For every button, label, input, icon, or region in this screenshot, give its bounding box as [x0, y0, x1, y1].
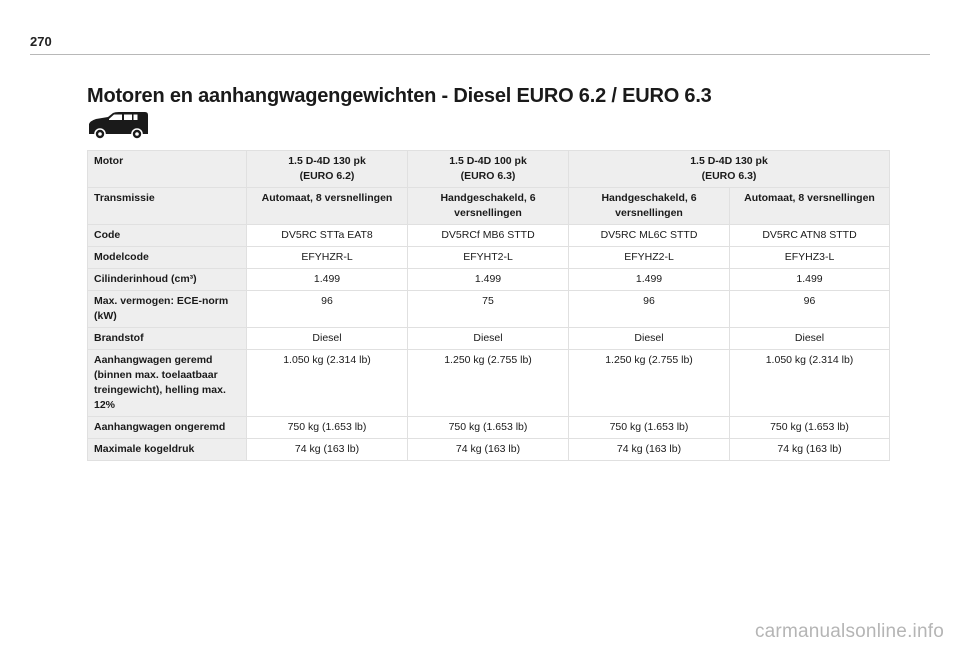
motor-label: Motor — [88, 151, 247, 188]
table-row — [88, 417, 890, 439]
table-cell: DV5RC ML6C STTD — [569, 225, 730, 247]
row-label: Brandstof — [88, 328, 247, 350]
table-cell: Automaat, 8 versnellingen — [730, 188, 890, 225]
motor-group-3-line1: 1.5 D-4D 130 pk — [690, 155, 768, 167]
engine-spec-table — [87, 150, 890, 461]
motor-group-3-line2: (EURO 6.3) — [701, 170, 757, 182]
table-cell: 1.250 kg (2.755 lb) — [408, 350, 569, 417]
page-title: Motoren en aanhangwagengewichten - Diesel EURO 6.2 / EURO 6.3 — [87, 85, 712, 107]
table-cell: 1.499 — [730, 269, 890, 291]
table-cell: Handgeschakeld, 6 versnellingen — [408, 188, 569, 225]
table-cell: 1.050 kg (2.314 lb) — [730, 350, 890, 417]
transmission-row — [88, 188, 890, 225]
row-label: Aanhangwagen ongeremd — [88, 417, 247, 439]
motor-group-1 — [247, 151, 408, 188]
page-number: 270 — [30, 34, 52, 49]
motor-group-2 — [408, 151, 569, 188]
row-label: Modelcode — [88, 247, 247, 269]
table-cell: 96 — [247, 291, 408, 328]
table-cell: 75 — [408, 291, 569, 328]
row-label: Maximale kogeldruk — [88, 439, 247, 461]
motor-group-3 — [569, 151, 890, 188]
table-cell: 96 — [569, 291, 730, 328]
table-cell: 1.050 kg (2.314 lb) — [247, 350, 408, 417]
table-row — [88, 269, 890, 291]
table-cell: 1.250 kg (2.755 lb) — [569, 350, 730, 417]
table-cell: DV5RC STTa EAT8 — [247, 225, 408, 247]
table-row — [88, 439, 890, 461]
table-cell: 750 kg (1.653 lb) — [730, 417, 890, 439]
table-cell: EFYHZR-L — [247, 247, 408, 269]
table-row — [88, 247, 890, 269]
table-cell: 74 kg (163 lb) — [408, 439, 569, 461]
table-cell: 74 kg (163 lb) — [247, 439, 408, 461]
motor-group-2-line1: 1.5 D-4D 100 pk — [449, 155, 527, 167]
table-cell: 74 kg (163 lb) — [569, 439, 730, 461]
row-label: Aanhangwagen geremd (binnen max. toelaatbaar treingewicht), helling max. 12% — [88, 350, 247, 417]
table-cell: EFYHT2-L — [408, 247, 569, 269]
table-row — [88, 225, 890, 247]
header-divider — [30, 54, 930, 55]
table-cell: Diesel — [569, 328, 730, 350]
table-row — [88, 328, 890, 350]
table-cell: Diesel — [247, 328, 408, 350]
table-cell: 750 kg (1.653 lb) — [569, 417, 730, 439]
table-header-row — [88, 151, 890, 188]
table-row — [88, 350, 890, 417]
table-row — [88, 291, 890, 328]
table-cell: 750 kg (1.653 lb) — [408, 417, 569, 439]
table-cell: 1.499 — [408, 269, 569, 291]
table-cell: 750 kg (1.653 lb) — [247, 417, 408, 439]
table-cell: EFYHZ2-L — [569, 247, 730, 269]
row-label: Code — [88, 225, 247, 247]
table-cell: DV5RC ATN8 STTD — [730, 225, 890, 247]
row-label: Max. vermogen: ECE-norm (kW) — [88, 291, 247, 328]
table-cell: 96 — [730, 291, 890, 328]
row-label: Transmissie — [88, 188, 247, 225]
table-cell: 1.499 — [247, 269, 408, 291]
table-cell: Automaat, 8 versnellingen — [247, 188, 408, 225]
table-cell: Handgeschakeld, 6 versnellingen — [569, 188, 730, 225]
table-cell: 74 kg (163 lb) — [730, 439, 890, 461]
table-cell: DV5RCf MB6 STTD — [408, 225, 569, 247]
van-icon — [86, 110, 150, 140]
motor-group-1-line2: (EURO 6.2) — [299, 170, 355, 182]
table-cell: Diesel — [408, 328, 569, 350]
table-cell: EFYHZ3-L — [730, 247, 890, 269]
motor-group-1-line1: 1.5 D-4D 130 pk — [288, 155, 366, 167]
watermark: carmanualsonline.info — [754, 621, 944, 642]
table-cell: Diesel — [730, 328, 890, 350]
row-label: Cilinderinhoud (cm³) — [88, 269, 247, 291]
motor-group-2-line2: (EURO 6.3) — [460, 170, 516, 182]
table-cell: 1.499 — [569, 269, 730, 291]
